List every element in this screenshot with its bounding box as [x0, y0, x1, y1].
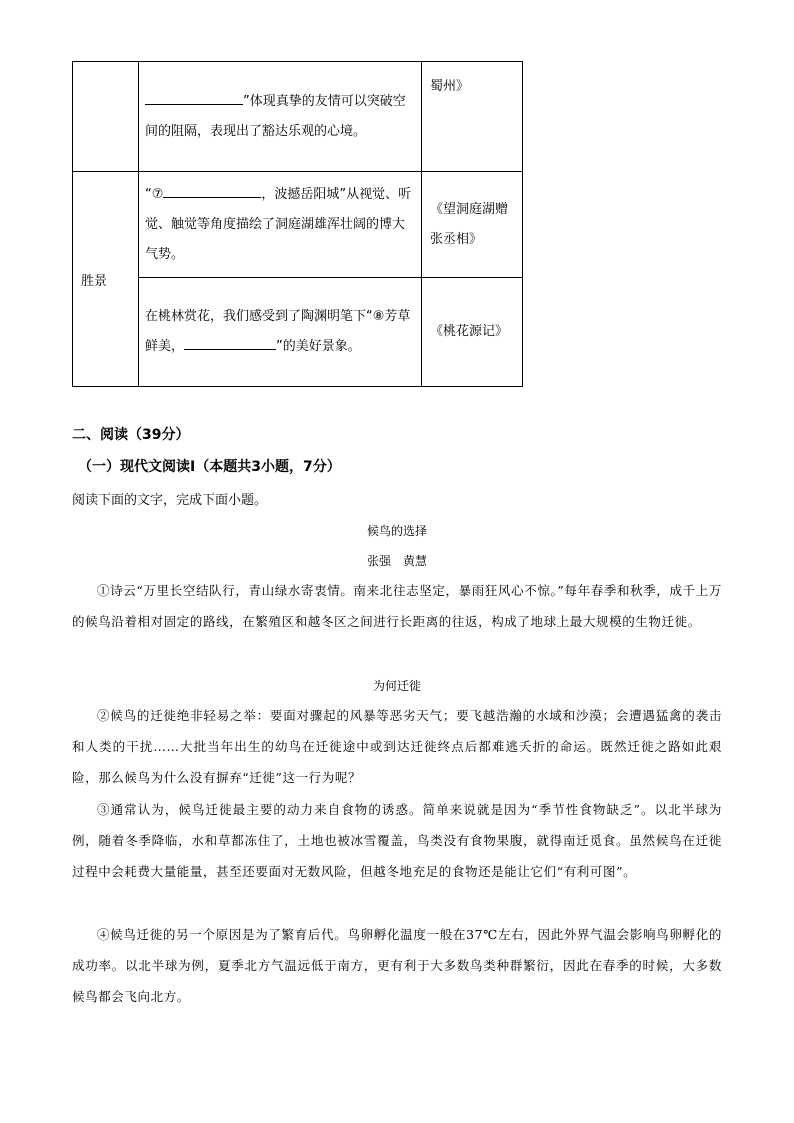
paragraph-2: ②候鸟的迁徙绝非轻易之举：要面对骤起的风暴等恶劣天气；要飞越浩瀚的水域和沙漠；会遭遇猛禽的袭击和人类的干扰……大批当年出生的幼鸟在迁徙途中或到达迁徙终点后都难逃夭折的命运。既然迁徙之路如此艰险，那么候鸟为什么没有摒弃“迁徙”这一行为呢？ [72, 708, 722, 785]
table-row-source: 《桃花源记》 [422, 278, 523, 387]
fill-blank [184, 335, 276, 350]
table-row-source: 《望洞庭湖赠张丞相》 [422, 172, 523, 278]
paragraph-3: ③通常认为，候鸟迁徙最主要的动力来自食物的诱惑。简单来说就是因为“季节性食物缺乏”。以北半球为例，随着冬季降临，水和草都冻住了，土地也被冰雪覆盖，鸟类没有食物果腹，就得南迁觅食。虽然候鸟在迁徙过程中会耗费大量能量，甚至还要面对无数风险，但越冬地充足的食物还是能让它们“有利可图”。 [72, 802, 722, 879]
row-text: ”的美好景象。 [276, 339, 361, 354]
row-text: “⑦ [145, 186, 164, 202]
row-text: ”体现真挚的友情可以突破空间的阻隔，表现出了豁达乐观的心境。 [145, 93, 406, 139]
subsection-heading: （一）现代文阅读Ⅰ（本题共3小题，7分） [78, 459, 341, 475]
fill-blank [145, 90, 243, 105]
section-heading: 二、阅读（39分） [72, 427, 190, 443]
table-row-source: 蜀州》 [422, 62, 523, 172]
paragraph-1: ①诗云“万里长空结队行，青山绿水寄衷情。南来北往志坚定，暴雨狂风心不惊。”每年春季和秋季，成千上万的候鸟沿着相对固定的路线，在繁殖区和越冬区之间进行长距离的往返，构成了地球上最大规模的生物迁徙。 [72, 583, 722, 629]
article-authors: 张强 黄慧 [366, 554, 427, 568]
article-title: 候鸟的选择 [366, 524, 427, 538]
table-cell-empty [73, 62, 139, 172]
row-text: ，波撼岳阳城”从视觉、听觉、触觉等角度描绘了洞庭湖雄浑壮阔的博大气势。 [145, 186, 412, 262]
paragraph-4: ④候鸟迁徙的另一个原因是为了繁育后代。鸟卵孵化温度一般在37℃左右，因此外界气温会影响鸟卵孵化的成功率。以北半球为例，夏季北方气温远低于南方，更有利于大多数鸟类种群繁衍，因此在春季的时候，大多数候鸟都会飞向北方。 [72, 927, 722, 1004]
article-subheading: 为何迁徙 [372, 679, 421, 693]
table-row-content [139, 62, 422, 172]
poetry-table [72, 61, 523, 387]
table-row-content [139, 172, 422, 278]
row-text: 在桃林赏花，我们感受到了陶渊明笔下“⑧芳草鲜美， [145, 309, 411, 354]
table-row-content [139, 278, 422, 387]
table-category: 胜景 [73, 172, 139, 387]
fill-blank [163, 183, 261, 198]
instruction-text: 阅读下面的文字，完成下面小题。 [72, 493, 268, 508]
